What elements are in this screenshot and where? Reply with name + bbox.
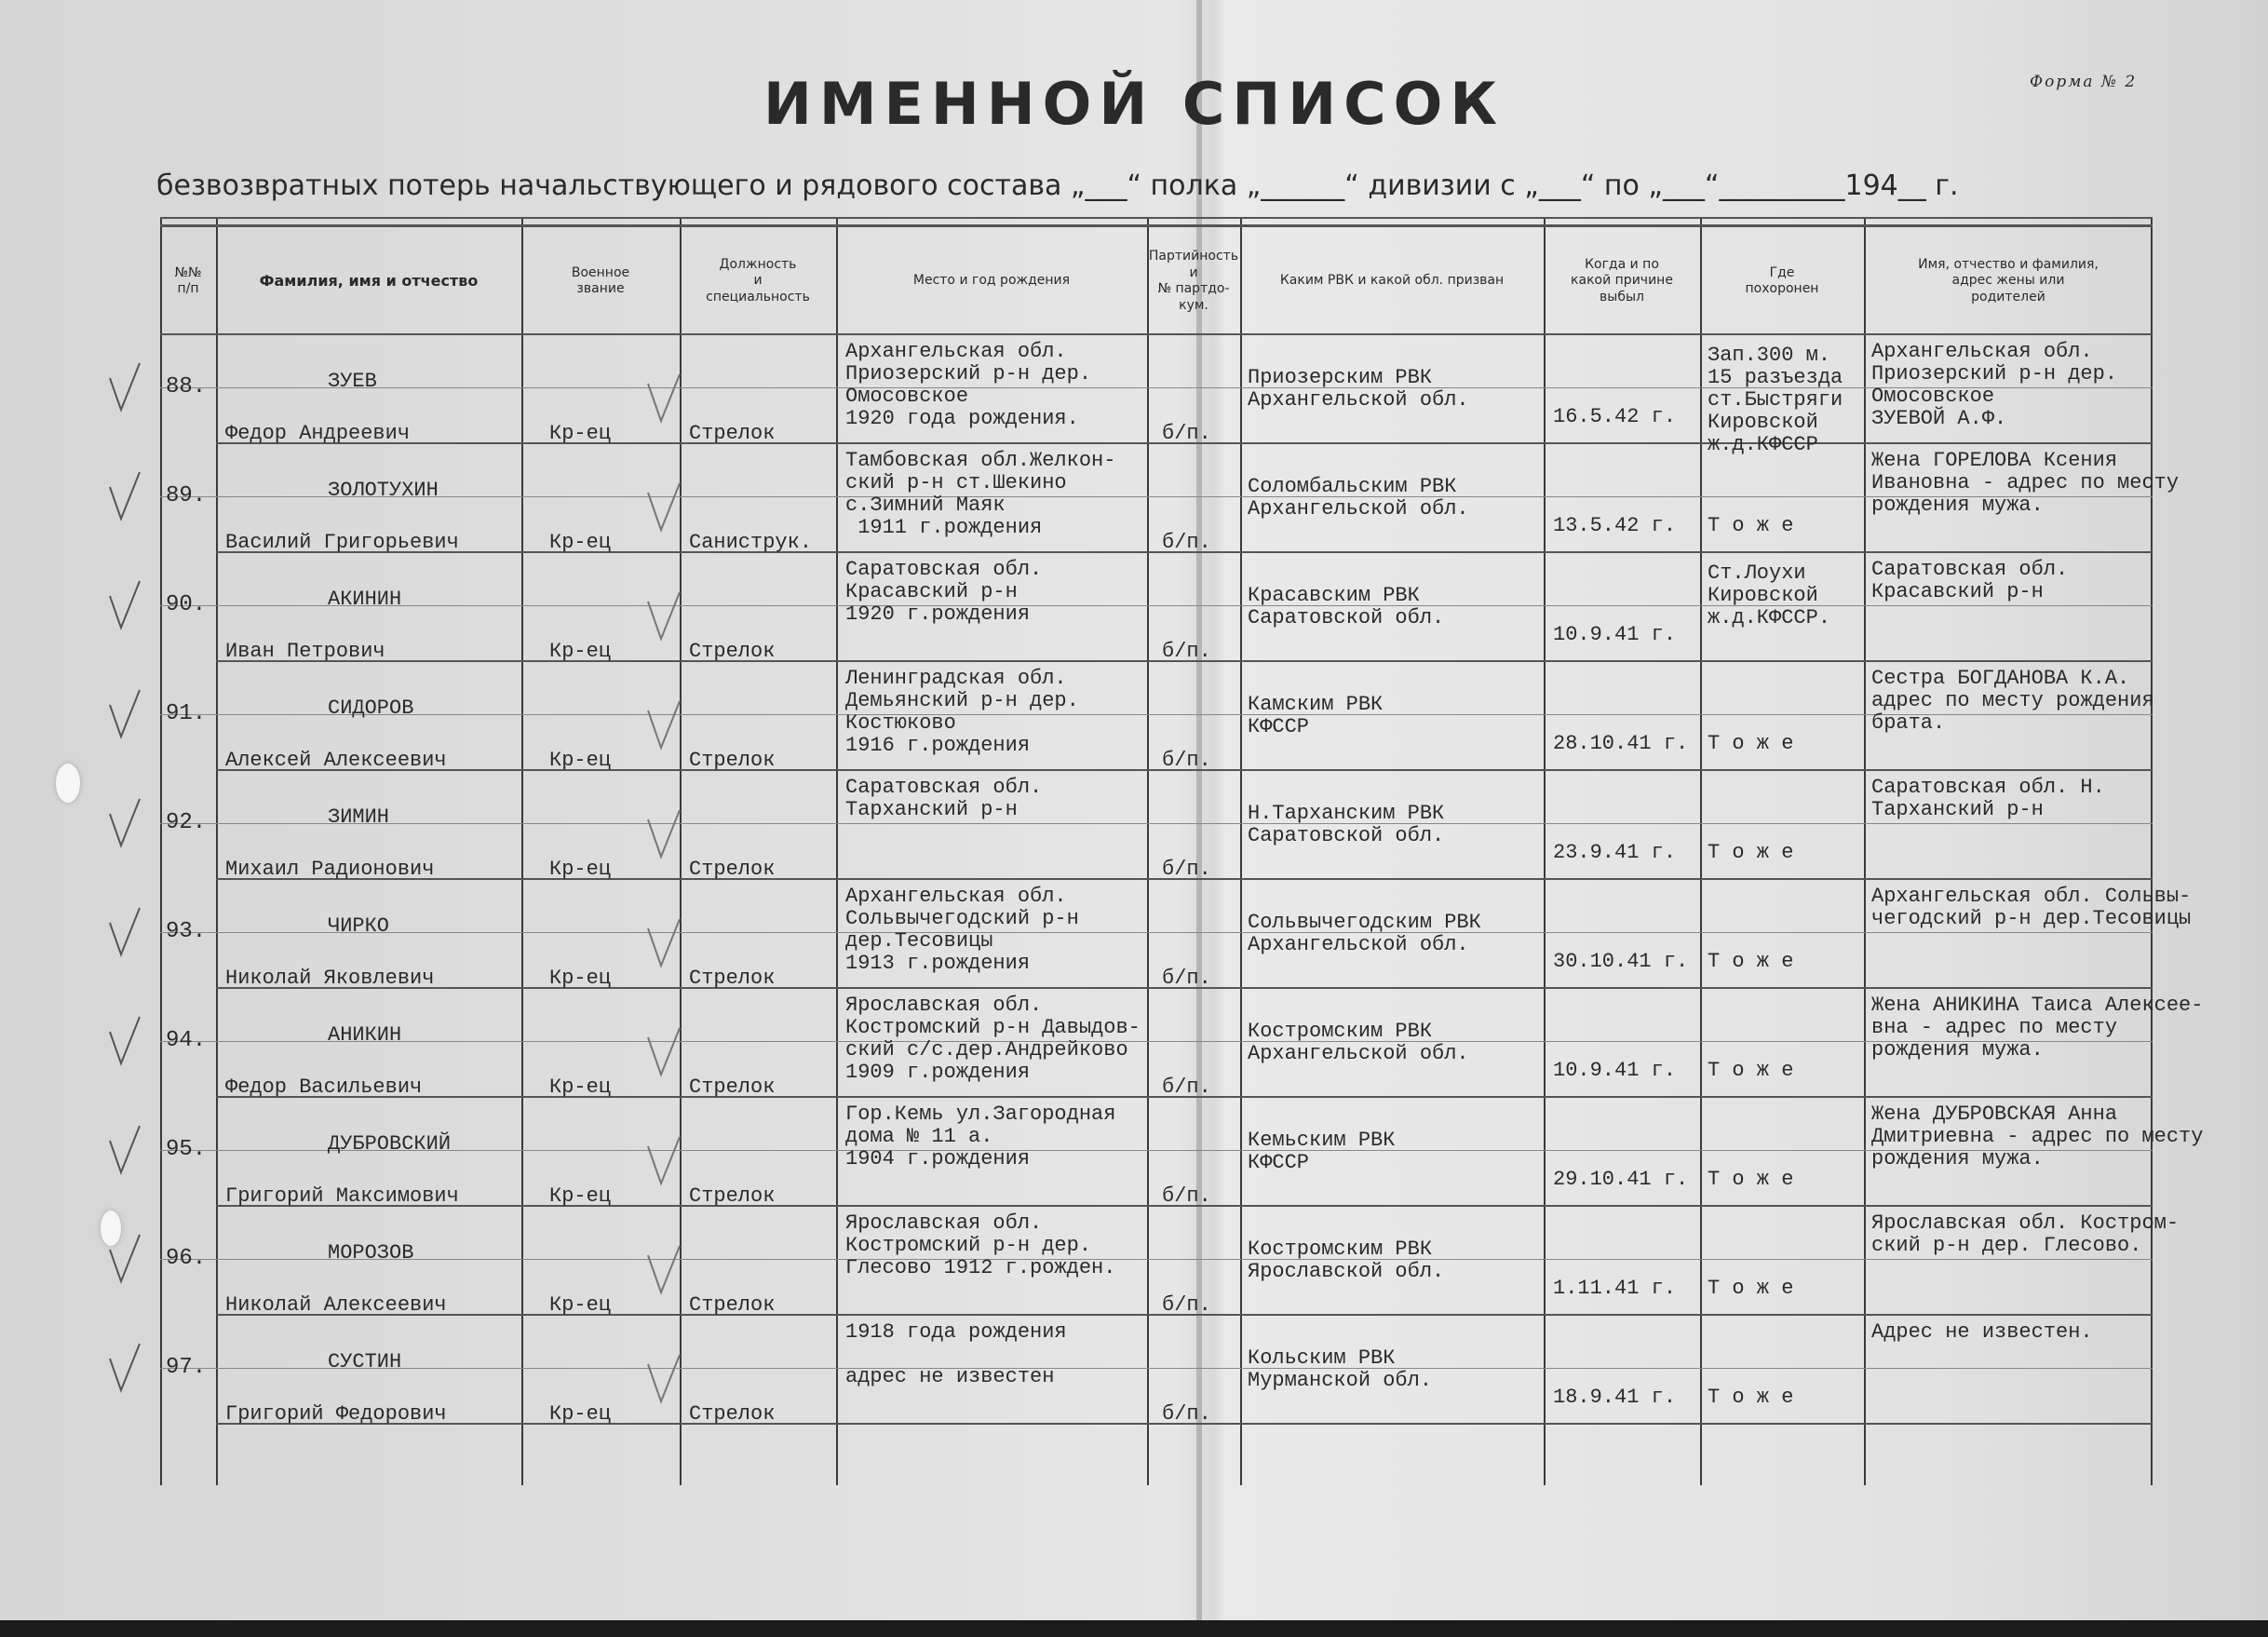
burial-place: Зап.300 м. 15 разъезда ст.Быстряги Кировской ж.д.КФССР [1708,344,1843,456]
relatives-address: Архангельская обл. Сольвы- чегодский р-н дер.Тесовицы [1871,885,2192,930]
header-relatives: Имя, отчество и фамилия, адрес жены или родителей [1918,256,2099,304]
table-row [160,769,2153,881]
check-mark [644,589,682,644]
row-number: 91. [166,701,207,726]
row-number: 97. [166,1355,207,1380]
position: Стрелок [689,858,776,881]
party-status: б/п. [1162,1184,1211,1208]
relatives-address: Адрес не известен. [1871,1320,2093,1344]
military-rank: Кр-ец [549,967,612,990]
military-rank: Кр-ец [549,531,612,554]
check-mark [106,1124,143,1180]
position: Стрелок [689,1402,776,1426]
party-status: б/п. [1162,1293,1211,1317]
table-row [160,878,2192,990]
header-full-name: Фамилия, имя и отчество [259,272,479,290]
check-mark [644,806,682,862]
date-out: 1.11.41 г. [1553,1277,1677,1300]
birth-place: Архангельская обл. Приозерский р-н дер. Омосовское 1920 года рождения. [845,340,1092,430]
birth-place: 1918 года рождения адрес не известен [845,1320,1067,1388]
check-mark [644,697,682,753]
document-subtitle: безвозвратных потерь начальствующего и рядового состава „___“ полка „______“ дивизии с „___“ по „___“_________194__ г. [156,169,1959,202]
relatives-address: Жена ДУБРОВСКАЯ Анна Дмитриевна - адрес по месту рождения мужа. [1871,1103,2204,1170]
table-row [160,660,2154,772]
party-status: б/п. [1162,422,1211,445]
row-number: 93. [166,919,207,944]
position: Стрелок [689,1293,776,1317]
relatives-address: Жена ГОРЕЛОВА Ксения Ивановна - адрес по месту рождения мужа. [1871,449,2180,517]
surname: АНИКИН [328,1023,402,1047]
draft-office: Камским РВК КФССР [1248,693,1384,738]
row-number: 92. [166,810,207,835]
given-names: Николай Яковлевич [225,967,435,990]
position: Стрелок [689,1076,776,1099]
draft-office: Приозерским РВК Архангельской обл. [1248,366,1469,412]
check-mark [644,915,682,971]
burial-place: Т о ж е [1708,1386,1794,1409]
party-status: б/п. [1162,1402,1211,1426]
military-rank: Кр-ец [549,640,612,663]
burial-place: Т о ж е [1708,841,1794,864]
check-mark [644,371,682,426]
burial-place: Т о ж е [1708,1168,1794,1191]
draft-office: Красавским РВК Саратовской обл. [1248,584,1445,629]
given-names: Григорий Федорович [225,1402,447,1426]
check-mark [106,1015,143,1071]
draft-office: Костромским РВК Ярославской обл. [1248,1238,1445,1283]
given-names: Алексей Алексеевич [225,749,447,772]
date-out: 23.9.41 г. [1553,841,1677,864]
row-number: 90. [166,592,207,617]
table-row [160,1096,2204,1208]
surname: СИДОРОВ [328,697,414,720]
row-number: 96. [166,1246,207,1271]
surname: СУСТИН [328,1350,402,1373]
party-status: б/п. [1162,858,1211,881]
header-rvk: Каким РВК и какой обл. призван [1279,273,1505,289]
surname: АКИНИН [328,588,402,611]
birth-place: Гор.Кемь ул.Загородная дома № 11 а. 1904 г.рождения [845,1103,1116,1170]
given-names: Иван Петрович [225,640,385,663]
burial-place: Т о ж е [1708,732,1794,755]
draft-office: Костромским РВК Архангельской обл. [1248,1020,1469,1065]
party-status: б/п. [1162,1076,1211,1099]
military-rank: Кр-ец [549,1402,612,1426]
punch-hole [56,764,80,803]
header-buried: Где похоронен [1745,264,1819,296]
check-mark [106,361,143,417]
header-party: Партийность и № партдо- кум. [1148,249,1239,313]
position: Стрелок [689,749,776,772]
surname: МОРОЗОВ [328,1241,414,1265]
header-position: Должность и специальность [706,256,810,304]
check-mark [644,480,682,535]
birth-place: Саратовская обл. Тарханский р-н [845,776,1043,821]
birth-place: Ярославская обл. Костромский р-н дер. Глесово 1912 г.рожден. [845,1211,1116,1279]
check-mark [106,579,143,635]
loss-table [160,217,2204,1485]
check-mark [644,1351,682,1407]
date-out: 29.10.41 г. [1553,1168,1689,1191]
surname: ЗОЛОТУХИН [328,479,439,502]
surname: ДУБРОВСКИЙ [328,1132,452,1156]
given-names: Федор Васильевич [225,1076,423,1099]
draft-office: Кемьским РВК КФССР [1248,1129,1396,1174]
check-mark [644,1024,682,1080]
table-row [160,551,2153,663]
check-mark [106,797,143,853]
row-number: 94. [166,1028,207,1053]
check-mark [106,688,143,744]
surname: ЗИМИН [328,805,390,829]
position: Стрелок [689,422,776,445]
given-names: Федор Андреевич [225,422,411,445]
form-number: Форма № 2 [2030,73,2138,91]
relatives-address: Ярославская обл. Костром- ский р-н дер. Глесово. [1871,1211,2180,1257]
check-mark [644,1242,682,1298]
given-names: Николай Алексеевич [225,1293,447,1317]
date-out: 28.10.41 г. [1553,732,1689,755]
party-status: б/п. [1162,967,1211,990]
burial-place: Т о ж е [1708,1277,1794,1300]
table-row [160,1314,2153,1426]
surname: ЧИРКО [328,914,390,938]
date-out: 10.9.41 г. [1553,1059,1677,1082]
draft-office: Н.Тарханским РВК Саратовской обл. [1248,802,1445,847]
draft-office: Кольским РВК Мурманской обл. [1248,1346,1433,1392]
military-rank: Кр-ец [549,749,612,772]
table-row [160,333,2153,456]
table-row [160,1205,2180,1317]
document-title: ИМЕННОЙ СПИСОК [763,70,1505,138]
row-number: 89. [166,483,207,508]
check-mark [106,1233,143,1289]
date-out: 16.5.42 г. [1553,405,1677,428]
birth-place: Ярославская обл. Костромский р-н Давыдов- ский с/с.дер.Андрейково 1909 г.рождения [845,994,1141,1084]
header-number: №№ п/п [174,264,202,296]
military-rank: Кр-ец [549,1184,612,1208]
date-out: 13.5.42 г. [1553,514,1677,537]
header-rule [160,224,2153,227]
birth-place: Ленинградская обл. Демьянский р-н дер. Костюково 1916 г.рождения [845,667,1079,757]
header-rank: Военное звание [571,264,630,296]
check-mark [106,1342,143,1398]
check-mark [106,470,143,526]
party-status: б/п. [1162,640,1211,663]
birth-place: Тамбовская обл.Желкон- ский р-н ст.Шекино с.Зимний Маяк 1911 г.рождения [845,449,1116,539]
date-out: 30.10.41 г. [1553,950,1689,973]
draft-office: Сольвычегодским РВК Архангельской обл. [1248,911,1481,956]
given-names: Василий Григорьевич [225,531,459,554]
burial-place: Т о ж е [1708,1059,1794,1082]
header-birth: Место и год рождения [912,273,1071,289]
relatives-address: Саратовская обл. Красавский р-н [1871,558,2069,603]
position: Стрелок [689,640,776,663]
header-rule [160,217,2153,219]
given-names: Михаил Радионович [225,858,435,881]
relatives-address: Саратовская обл. Н. Тарханский р-н [1871,776,2105,821]
birth-place: Саратовская обл. Красавский р-н 1920 г.рождения [845,558,1043,626]
party-status: б/п. [1162,531,1211,554]
check-mark [106,906,143,962]
burial-place: Т о ж е [1708,950,1794,973]
military-rank: Кр-ец [549,1293,612,1317]
row-number: 88. [166,374,207,399]
table-row [160,987,2204,1099]
surname: ЗУЕВ [328,370,377,393]
military-rank: Кр-ец [549,1076,612,1099]
date-out: 10.9.41 г. [1553,623,1677,646]
party-status: б/п. [1162,749,1211,772]
date-out: 18.9.41 г. [1553,1386,1677,1409]
burial-place: Т о ж е [1708,514,1794,537]
relatives-address: Сестра БОГДАНОВА К.А. адрес по месту рождения брата. [1871,667,2154,735]
given-names: Григорий Максимович [225,1184,459,1208]
check-mark [644,1133,682,1189]
position: Стрелок [689,967,776,990]
header-when: Когда и по какой причине выбыл [1571,256,1673,304]
draft-office: Соломбальским РВК Архангельской обл. [1248,475,1469,521]
table-row [160,442,2180,554]
military-rank: Кр-ец [549,858,612,881]
row-number: 95. [166,1137,207,1162]
birth-place: Архангельская обл. Сольвычегодский р-н дер.Тесовицы 1913 г.рождения [845,885,1079,975]
military-rank: Кр-ец [549,422,612,445]
position: Стрелок [689,1184,776,1208]
burial-place: Ст.Лоухи Кировской ж.д.КФССР. [1708,561,1831,629]
position: Саниструк. [689,531,813,554]
relatives-address: Архангельская обл. Приозерский р-н дер. Омосовское ЗУЕВОЙ А.Ф. [1871,340,2118,430]
relatives-address: Жена АНИКИНА Таиса Алексее- вна - адрес по месту рождения мужа. [1871,994,2204,1062]
